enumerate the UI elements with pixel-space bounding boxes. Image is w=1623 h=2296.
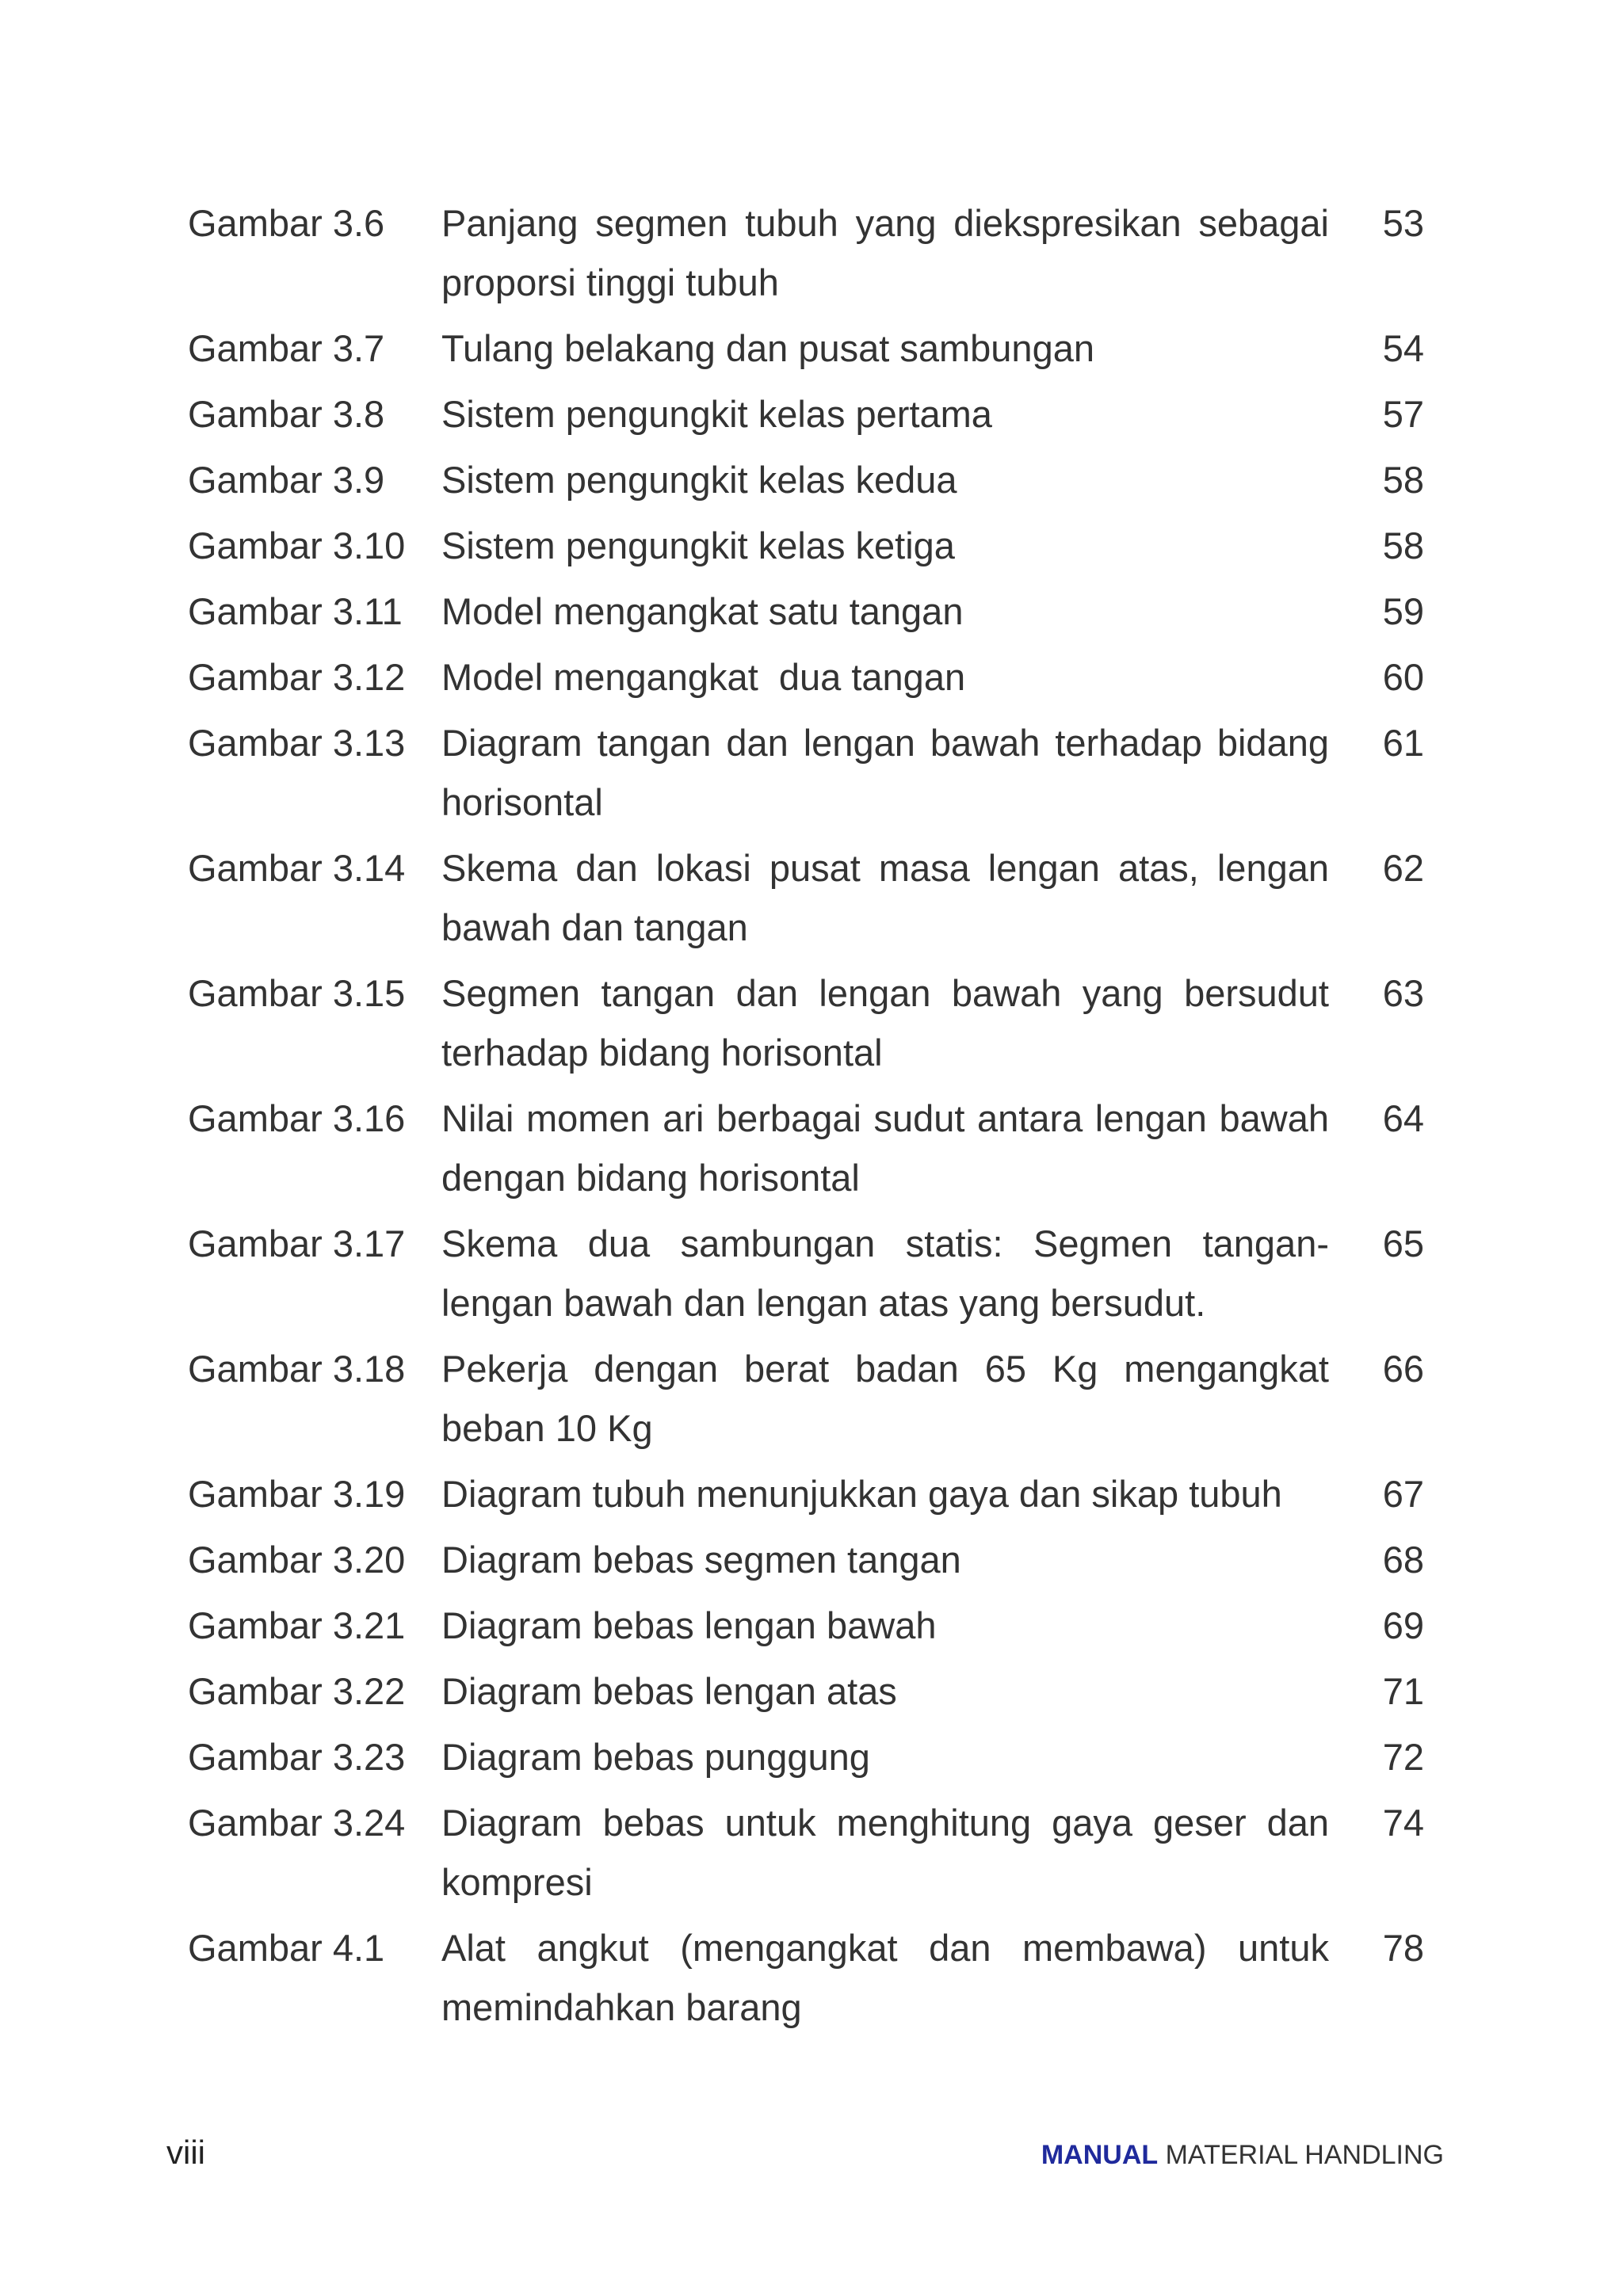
list-item	[188, 1661, 1424, 1721]
list-item	[188, 450, 1424, 509]
figure-label: Gambar 3.8	[188, 393, 385, 435]
list-item	[188, 963, 1424, 1082]
figure-label: Gambar 3.10	[188, 524, 406, 566]
figure-label: Gambar 3.23	[188, 1736, 406, 1778]
figure-title: Model mengangkat satu tangan	[441, 590, 964, 632]
figure-page-number: 60	[1382, 656, 1424, 698]
figure-title: Diagram bebas punggung	[441, 1736, 870, 1778]
figure-title: Panjang segmen tubuh yang diekspresikan sebagai proporsi tinggi tubuh	[441, 202, 1329, 303]
figure-page-number: 61	[1382, 722, 1424, 764]
footer-book-title-bold: MANUAL	[1041, 2140, 1159, 2170]
figure-page-number: 64	[1382, 1097, 1424, 1139]
figure-title: Diagram tangan dan lengan bawah terhadap bidang horisontal	[441, 722, 1329, 823]
figure-label: Gambar 3.19	[188, 1473, 406, 1515]
list-item	[188, 838, 1424, 957]
figure-page-number: 67	[1382, 1473, 1424, 1515]
figure-title: Diagram bebas lengan bawah	[441, 1604, 937, 1646]
figure-label: Gambar 3.24	[188, 1802, 406, 1844]
figure-label: Gambar 3.7	[188, 327, 385, 369]
figure-page-number: 69	[1382, 1604, 1424, 1646]
figure-label: Gambar 4.1	[188, 1927, 385, 1969]
figure-page-number: 74	[1382, 1802, 1424, 1844]
list-item	[188, 193, 1424, 312]
list-item	[188, 1464, 1424, 1524]
list-item	[188, 1727, 1424, 1787]
figure-label: Gambar 3.14	[188, 847, 406, 889]
figure-page-number: 78	[1382, 1927, 1424, 1969]
list-item	[188, 384, 1424, 444]
figure-page-number: 62	[1382, 847, 1424, 889]
list-item	[188, 713, 1424, 832]
list-item	[188, 516, 1424, 575]
footer-page-number: viii	[166, 2134, 205, 2171]
list-item	[188, 647, 1424, 707]
figure-page-number: 53	[1382, 202, 1424, 244]
figure-title: Nilai momen ari berbagai sudut antara lengan bawah dengan bidang horisontal	[441, 1097, 1329, 1199]
footer-book-title	[1041, 2138, 1444, 2172]
figure-page-number: 65	[1382, 1222, 1424, 1264]
list-item	[188, 1918, 1424, 2037]
figure-title: Diagram bebas segmen tangan	[441, 1539, 961, 1581]
figure-title: Diagram tubuh menunjukkan gaya dan sikap tubuh	[441, 1473, 1282, 1515]
list-item	[188, 1089, 1424, 1207]
figure-title: Alat angkut (mengangkat dan membawa) untuk memindahkan barang	[441, 1927, 1329, 2028]
figure-title: Sistem pengungkit kelas pertama	[441, 393, 992, 435]
figure-label: Gambar 3.20	[188, 1539, 406, 1581]
figure-page-number: 71	[1382, 1670, 1424, 1712]
figure-page-number: 54	[1382, 327, 1424, 369]
figure-title: Diagram bebas lengan atas	[441, 1670, 897, 1712]
figure-page-number: 59	[1382, 590, 1424, 632]
figure-label: Gambar 3.11	[188, 590, 403, 632]
figure-title: Pekerja dengan berat badan 65 Kg mengangkat beban 10 Kg	[441, 1348, 1329, 1449]
figure-page-number: 58	[1382, 459, 1424, 501]
figure-page-number: 66	[1382, 1348, 1424, 1390]
list-item	[188, 1214, 1424, 1333]
figure-title: Sistem pengungkit kelas kedua	[441, 459, 957, 501]
figure-label: Gambar 3.22	[188, 1670, 406, 1712]
figure-page-number: 57	[1382, 393, 1424, 435]
figure-title: Skema dan lokasi pusat masa lengan atas, lengan bawah dan tangan	[441, 847, 1329, 948]
figure-title: Diagram bebas untuk menghitung gaya geser dan kompresi	[441, 1802, 1329, 1903]
figure-title: Skema dua sambungan statis: Segmen tangan-lengan bawah dan lengan atas yang bersudut.	[441, 1222, 1329, 1324]
figure-page-number: 63	[1382, 972, 1424, 1014]
figure-label: Gambar 3.6	[188, 202, 385, 244]
list-item	[188, 1339, 1424, 1458]
list-of-figures	[188, 193, 1424, 2043]
list-item	[188, 582, 1424, 641]
figure-title: Model mengangkat dua tangan	[441, 656, 966, 698]
figure-page-number: 68	[1382, 1539, 1424, 1581]
footer-book-title-rest: MATERIAL HANDLING	[1158, 2140, 1444, 2170]
figure-title: Segmen tangan dan lengan bawah yang bersudut terhadap bidang horisontal	[441, 972, 1329, 1074]
figure-label: Gambar 3.21	[188, 1604, 406, 1646]
figure-label: Gambar 3.18	[188, 1348, 406, 1390]
figure-page-number: 72	[1382, 1736, 1424, 1778]
figure-label: Gambar 3.9	[188, 459, 385, 501]
figure-page-number: 58	[1382, 524, 1424, 566]
figure-title: Sistem pengungkit kelas ketiga	[441, 524, 955, 566]
figure-title: Tulang belakang dan pusat sambungan	[441, 327, 1094, 369]
list-item	[188, 1793, 1424, 1912]
list-item	[188, 1596, 1424, 1655]
figure-label: Gambar 3.15	[188, 972, 406, 1014]
figure-label: Gambar 3.13	[188, 722, 406, 764]
list-item	[188, 318, 1424, 378]
list-item	[188, 1530, 1424, 1589]
figure-label: Gambar 3.16	[188, 1097, 406, 1139]
figure-label: Gambar 3.12	[188, 656, 406, 698]
figure-label: Gambar 3.17	[188, 1222, 406, 1264]
